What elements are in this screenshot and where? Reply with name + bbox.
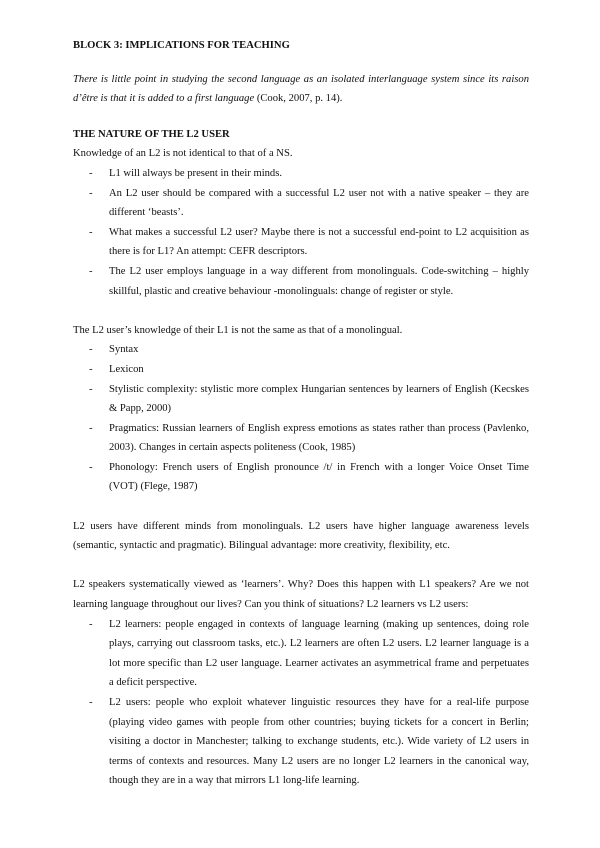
list-item-text: L2 learners: people engaged in contexts of language learning (making up sentences, doing role plays, carrying out classroom tasks, etc.). L2 learners are often L2 users. L2 learner language is a lot more specific than L2 user language. Learner activates an asymmetrical frame and perpetuates a deficit perspective. <box>109 618 529 689</box>
list-item-text: Lexicon <box>109 363 144 375</box>
list-item <box>73 615 529 693</box>
list-item <box>73 419 529 458</box>
intro-quote-citation: (Cook, 2007, p. 14). <box>254 93 343 105</box>
dash-marker: - <box>89 618 93 630</box>
section-title: THE NATURE OF THE L2 USER <box>73 128 230 140</box>
paragraph-2: The L2 user’s knowledge of their L1 is not the same as that of a monolingual. <box>73 324 403 336</box>
list-item <box>73 184 529 223</box>
paragraph-3: L2 users have different minds from monolinguals. L2 users have higher language awareness levels (semantic, syntactic and pragmatic). Bilingual advantage: more creativity, flexibility, etc. <box>73 520 529 552</box>
list-item <box>73 164 529 184</box>
dash-marker: - <box>89 422 93 434</box>
paragraph-1: Knowledge of an L2 is not identical to that of a NS. <box>73 148 293 160</box>
list-item-text: L2 users: people who exploit whatever linguistic resources they have for a real-life purpose (playing video games with people from other countries; buying tickets for a concert in Berlin; visiting a doctor in Manchester; talking to exchange students, etc.). Wide variety of L2 users in terms of contexts and resources. Many L2 users are no longer L2 learners in the canonical way, though they are in a way that mirrors L1 long-life learning. <box>109 697 529 787</box>
list-item <box>73 693 529 791</box>
dash-marker: - <box>89 697 93 708</box>
list-item <box>73 380 529 419</box>
dash-marker: - <box>89 363 93 375</box>
dash-marker: - <box>89 461 93 473</box>
dash-marker: - <box>89 265 93 277</box>
intro-quote-italic: There is little point in studying the second language as an isolated interlanguage system since its raison d’être is that it is added to a first language <box>73 73 529 105</box>
list-item <box>73 262 529 301</box>
list-item <box>73 360 529 380</box>
intro-quote <box>73 70 529 109</box>
list-item-text: Syntax <box>109 344 139 356</box>
list-item <box>73 223 529 262</box>
list-item-text: Phonology: French users of English pronounce /t/ in French with a longer Voice Onset Time (VOT) (Flege, 1987) <box>109 461 529 493</box>
bullet-list-2 <box>73 340 529 497</box>
dash-marker: - <box>89 344 93 356</box>
list-item-text: The L2 user employs language in a way different from monolinguals. Code-switching – highly skillful, plastic and creative behaviour -monolinguals: change of register or style. <box>109 265 529 297</box>
list-item <box>73 458 529 497</box>
spacer <box>73 301 529 321</box>
list-item-text: An L2 user should be compared with a successful L2 user not with a native speaker – they are different ‘beasts’. <box>109 187 529 219</box>
document-page <box>73 36 529 791</box>
spacer <box>73 497 529 517</box>
dash-marker: - <box>89 167 93 179</box>
list-item-text: What makes a successful L2 user? Maybe there is not a successful end-point to L2 acquisition as there is for L1? An attempt: CEFR descriptors. <box>109 226 529 258</box>
paragraph-4: L2 speakers systematically viewed as ‘learners’. Why? Does this happen with L1 speakers? Are we not learning language throughout our lives? Can you think of situations? L2 learners vs L2 users: <box>73 579 529 611</box>
dash-marker: - <box>89 226 93 238</box>
list-item-text: Stylistic complexity: stylistic more complex Hungarian sentences by learners of English (Kecskes & Papp, 2000) <box>109 383 529 415</box>
block-title: BLOCK 3: IMPLICATIONS FOR TEACHING <box>73 40 290 51</box>
list-item-text: Pragmatics: Russian learners of English express emotions as states rather than process (Pavlenko, 2003). Changes in certain aspects politeness (Cook, 1985) <box>109 422 529 454</box>
list-item <box>73 340 529 360</box>
dash-marker: - <box>89 383 93 395</box>
dash-marker: - <box>89 187 93 199</box>
bullet-list-1 <box>73 164 529 301</box>
spacer <box>73 556 529 576</box>
list-item-text: L1 will always be present in their minds. <box>109 167 282 179</box>
bullet-list-3 <box>73 615 529 791</box>
